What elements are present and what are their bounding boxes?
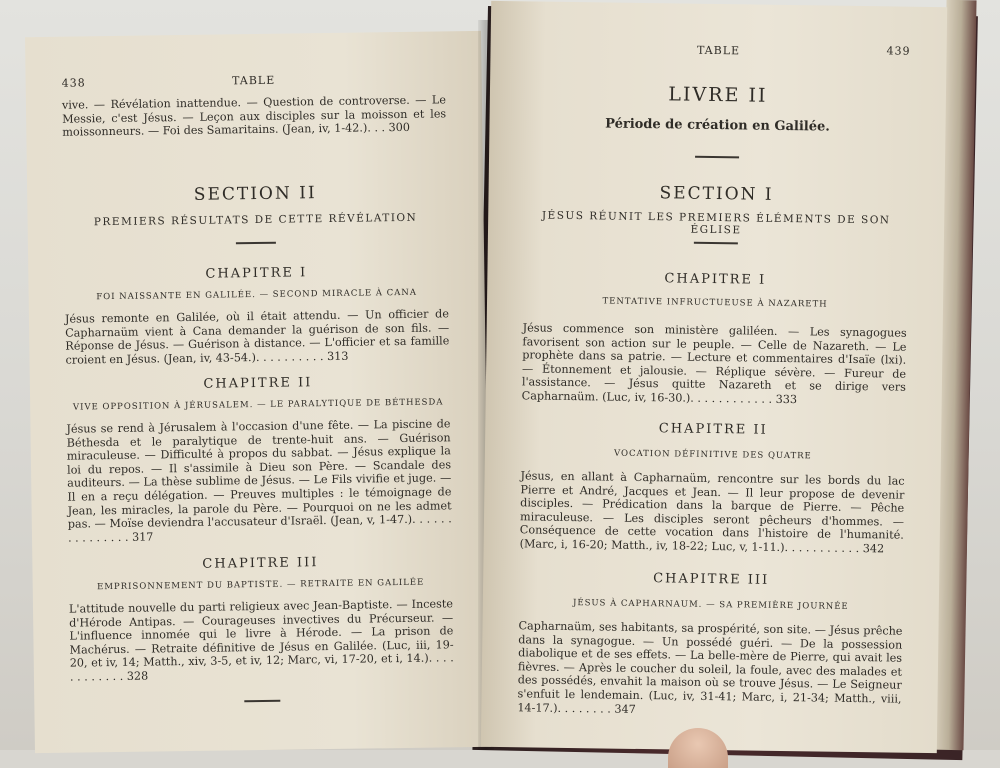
left-end-rule: [244, 700, 280, 702]
left-chapter-2-title: CHAPITRE II: [203, 375, 313, 392]
livre-title: LIVRE II: [668, 83, 768, 107]
right-chapter-1-subtitle: TENTATIVE INFRUCTUEUSE À NAZARETH: [602, 296, 828, 310]
right-chapter-3-title: CHAPITRE III: [653, 571, 770, 588]
left-section-subtitle: PREMIERS RÉSULTATS DE CETTE RÉVÉLATION: [93, 211, 418, 229]
left-top-paragraph: vive. — Révélation inattendue. — Question de controverse. — Le Messie, c'est Jésus. — Leçon aux disciples sur la moisson et les moissonneurs. — Foi des Samaritains. (Jean, iv, 1-42.). . . 300: [61, 93, 447, 139]
left-chapter-2-text: Jésus se rend à Jérusalem à l'occasion d'une fête. — La piscine de Béthesda et le paralytique de trente-huit ans. — Guérison miraculeuse. — Difficulté à propos du sabbat. — Jésus explique la loi du repos. — Il s'assimile à Dieu son Père. — Scandale des auditeurs. — La thèse sublime de Jésus. — Le Fils vivifie et juge. — Il en a reçu délégation. — Preuves multiples : le témoignage de Jean, les miracles, la parole du Père. — Pourquoi on ne les admet pas. — Moïse deviendra l'accusateur d'Israël. (Jean, v, 1-47.). . . . . . . . . . . . . . . 317: [66, 417, 452, 545]
right-chapter-2-text: Jésus, en allant à Capharnaüm, rencontre sur les bords du lac Pierre et André, Jacques et Jean. — Il leur propose de devenir disciples. — Prédication dans la barque de Pierre. — Pêche miraculeuse. — Les disciples seront pêcheurs d'hommes. — Conséquence de cette vocation dans l'histoire de l'humanité. (Marc, i, 16-20; Matth., iv, 18-22; Luc, v, 1-11.). . . . . . . . . . . 342: [519, 469, 905, 556]
right-chapter-1-title: CHAPITRE I: [664, 271, 767, 288]
right-section-rule: [694, 242, 738, 245]
left-chapter-3-title: CHAPITRE III: [202, 555, 319, 572]
right-chapter-3-text: Capharnaüm, ses habitants, sa prospérité, son site. — Jésus prêche dans la synagogue. — Un possédé guéri. — De la possession diabolique et de ses effets. — La belle-mère de Pierre, qui avait les fièvres. — Après le coucher du soleil, la foule, avec des malades et des possédés, envahit la maison où se trouve Jésus. — Le Seigneur s'enfuit le lendemain. (Luc, iv, 31-41; Marc, i, 21-34; Matth., viii, 14-17.). . . . . . . . 347: [517, 619, 903, 716]
left-chapter-1-text: Jésus remonte en Galilée, où il était attendu. — Un officier de Capharnaüm vient à Cana demander la guérison de son fils. — Réponse de Jésus. — Guérison à distance. — L'officier et sa famille croient en Jésus. (Jean, iv, 43-54.). . . . . . . . . . 313: [64, 307, 450, 367]
livre-rule: [695, 156, 739, 159]
right-page: [481, 1, 947, 753]
right-page-number: 439: [886, 44, 911, 58]
left-chapter-1-subtitle: FOI NAISSANTE EN GALILÉE. — SECOND MIRACLE À CANA: [96, 287, 418, 303]
right-chapter-1-text: Jésus commence son ministère galiléen. — Les synagogues favorisent son action sur le peuple. — Celle de Nazareth. — Le prophète dans sa patrie. — Lecture et commentaires d'Isaïe (lxi). — Étonnement et jalousie. — Réplique sévère. — Fureur de l'assistance. — Jésus quitte Nazareth et se dirige vers Capharnaüm. (Luc, iv, 16-30.). . . . . . . . . . . . 333: [521, 321, 907, 407]
left-section-title: SECTION II: [193, 183, 317, 205]
left-running-head: TABLE: [231, 73, 276, 88]
left-chapter-3-text: L'attitude nouvelle du parti religieux avec Jean-Baptiste. — Inceste d'Hérode Antipas. — Courageuses invectives du Précurseur. — L'influence innomée qui le livre à Hérode. — La prison de Machérus. — Retraite définitive de Jésus en Galilée. (Luc, iii, 19-20, et iv, 14; Matth., xiv, 3-5, et iv, 12; Marc, vi, 17-20, et i, 14.). . . . . . . . . . . . 328: [68, 597, 454, 684]
right-running-head: TABLE: [696, 43, 741, 58]
left-chapter-1-title: CHAPITRE I: [205, 265, 308, 282]
left-chapter-3-subtitle: EMPRISONNEMENT DU BAPTISTE. — RETRAITE EN GALILÉE: [97, 577, 425, 593]
left-page-number: 438: [61, 76, 86, 90]
livre-subtitle: Période de création en Galilée.: [605, 116, 830, 135]
left-section-rule: [236, 242, 276, 245]
right-section-subtitle: JÉSUS RÉUNIT LES PREMIERS ÉLÉMENTS DE SON ÉGLISE: [541, 209, 891, 237]
right-section-title: SECTION I: [659, 183, 774, 205]
right-chapter-3-subtitle: JÉSUS À CAPHARNAUM. — SA PREMIÈRE JOURNÉE: [572, 598, 849, 612]
left-chapter-2-subtitle: VIVE OPPOSITION À JÉRUSALEM. — LE PARALYTIQUE DE BÉTHESDA: [72, 397, 444, 413]
right-chapter-2-subtitle: VOCATION DÉFINITIVE DES QUATRE: [613, 448, 812, 462]
left-page: [25, 31, 491, 753]
right-chapter-2-title: CHAPITRE II: [658, 421, 768, 438]
